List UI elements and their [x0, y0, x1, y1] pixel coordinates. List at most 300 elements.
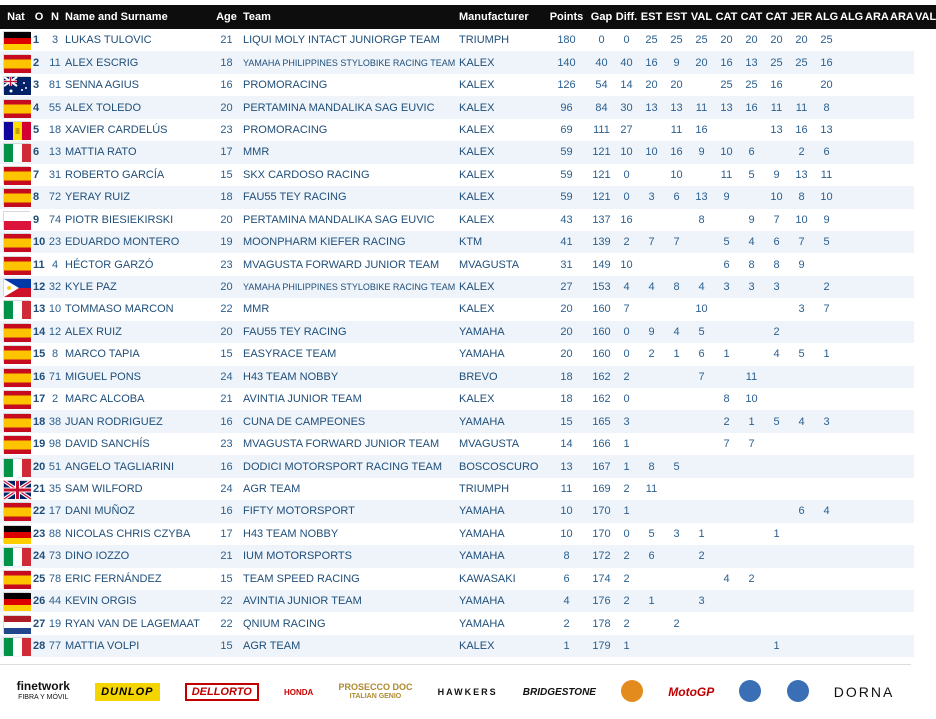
- team-cell: MMR: [242, 141, 458, 163]
- race-points-cell: [864, 455, 889, 477]
- race-points-cell: [714, 523, 739, 545]
- rider-name-link[interactable]: KYLE PAZ: [64, 276, 211, 298]
- race-points-cell: [889, 410, 914, 432]
- race-points-cell: [739, 478, 764, 500]
- table-row[interactable]: [0, 590, 936, 612]
- team-cell: EASYRACE TEAM: [242, 343, 458, 365]
- table-row[interactable]: [0, 209, 936, 231]
- column-header-cat-13[interactable]: CAT: [714, 5, 739, 29]
- table-row[interactable]: [0, 523, 936, 545]
- rider-name-link[interactable]: SAM WILFORD: [64, 478, 211, 500]
- column-header-jer-16[interactable]: JER: [789, 5, 814, 29]
- flag-cell: [0, 253, 32, 275]
- race-points-cell: 6: [714, 253, 739, 275]
- column-header-points-7[interactable]: Points: [544, 5, 589, 29]
- position-cell: 22: [32, 500, 46, 522]
- rider-name-link[interactable]: XAVIER CARDELÚS: [64, 119, 211, 141]
- manufacturer-cell: KTM: [458, 231, 544, 253]
- flag-spain-icon: [3, 345, 30, 363]
- race-points-cell: [664, 545, 689, 567]
- team-cell: AVINTIA JUNIOR TEAM: [242, 388, 458, 410]
- diff-cell: 0: [614, 321, 639, 343]
- race-points-cell: [764, 478, 789, 500]
- race-points-cell: [814, 366, 839, 388]
- diff-cell: 16: [614, 209, 639, 231]
- dorna-logo[interactable]: [834, 684, 895, 700]
- manufacturer-cell: KALEX: [458, 74, 544, 96]
- rider-name-link[interactable]: DAVID SANCHÍS: [64, 433, 211, 455]
- race-points-cell: [839, 545, 864, 567]
- column-header-val-12[interactable]: VAL: [689, 5, 714, 29]
- diff-cell: 4: [614, 276, 639, 298]
- column-header-val-21[interactable]: VAL: [914, 5, 936, 29]
- table-row[interactable]: [0, 366, 936, 388]
- table-row[interactable]: [0, 433, 936, 455]
- flag-cell: [0, 545, 32, 567]
- table-row[interactable]: [0, 164, 936, 186]
- table-row[interactable]: [0, 388, 936, 410]
- manufacturer-cell: KALEX: [458, 635, 544, 657]
- flag-cell: [0, 388, 32, 410]
- column-header-est-10[interactable]: EST: [639, 5, 664, 29]
- table-row[interactable]: [0, 96, 936, 118]
- race-points-cell: 16: [689, 119, 714, 141]
- race-points-cell: [814, 545, 839, 567]
- rider-name-link[interactable]: NICOLAS CHRIS CZYBA: [64, 523, 211, 545]
- table-row[interactable]: [0, 635, 936, 657]
- manufacturer-cell: KALEX: [458, 119, 544, 141]
- rider-number-cell: 18: [46, 119, 64, 141]
- age-cell: 23: [211, 253, 242, 275]
- rider-number-cell: 2: [46, 388, 64, 410]
- column-header-est-11[interactable]: EST: [664, 5, 689, 29]
- manufacturer-cell: BREVO: [458, 366, 544, 388]
- race-points-cell: [689, 253, 714, 275]
- diff-cell: 10: [614, 253, 639, 275]
- table-row[interactable]: [0, 321, 936, 343]
- points-cell: 14: [544, 433, 589, 455]
- rider-name-link[interactable]: ANGELO TAGLIARINI: [64, 455, 211, 477]
- dunlop-logo[interactable]: [95, 683, 159, 701]
- race-points-cell: [689, 612, 714, 634]
- table-row[interactable]: [0, 276, 936, 298]
- table-row[interactable]: [0, 343, 936, 365]
- race-points-cell: [714, 635, 739, 657]
- race-points-cell: 3: [714, 276, 739, 298]
- race-points-cell: [664, 478, 689, 500]
- age-cell: 21: [211, 545, 242, 567]
- race-points-cell: [864, 590, 889, 612]
- race-points-cell: 4: [764, 343, 789, 365]
- race-points-cell: 13: [739, 51, 764, 73]
- race-points-cell: 4: [814, 500, 839, 522]
- race-points-cell: 10: [639, 141, 664, 163]
- diff-cell: 0: [614, 523, 639, 545]
- race-points-cell: [864, 253, 889, 275]
- manufacturer-cell: YAMAHA: [458, 523, 544, 545]
- race-points-cell: [889, 433, 914, 455]
- race-points-cell: [814, 523, 839, 545]
- position-cell: 9: [32, 209, 46, 231]
- race-points-cell: [664, 500, 689, 522]
- rider-name-link[interactable]: LUKAS TULOVIC: [64, 29, 211, 51]
- flag-cell: [0, 612, 32, 634]
- diff-cell: 3: [614, 410, 639, 432]
- race-points-cell: 5: [814, 231, 839, 253]
- column-header-ara-19[interactable]: ARA: [864, 5, 889, 29]
- manufacturer-cell: YAMAHA: [458, 500, 544, 522]
- flag-spain-icon: [3, 256, 30, 274]
- race-points-cell: 8: [789, 186, 814, 208]
- rider-number-cell: 12: [46, 321, 64, 343]
- race-points-cell: 20: [764, 29, 789, 51]
- race-points-cell: [889, 545, 914, 567]
- gap-cell: 176: [589, 590, 614, 612]
- race-points-cell: 3: [739, 276, 764, 298]
- race-points-cell: [639, 164, 664, 186]
- race-points-cell: 10: [714, 141, 739, 163]
- race-points-cell: [739, 186, 764, 208]
- rider-name-link[interactable]: JUAN RODRIGUEZ: [64, 410, 211, 432]
- column-header-nat-0[interactable]: Nat: [0, 5, 32, 29]
- position-cell: 2: [32, 51, 46, 73]
- column-header-n-2[interactable]: N: [46, 5, 64, 29]
- circle1-logo[interactable]: [621, 680, 643, 705]
- race-points-cell: 1: [714, 343, 739, 365]
- sponsor-bar: [0, 664, 911, 719]
- rider-name-link[interactable]: ERIC FERNÁNDEZ: [64, 568, 211, 590]
- race-points-cell: [814, 612, 839, 634]
- race-points-cell: [764, 500, 789, 522]
- column-header-gap-8[interactable]: Gap: [589, 5, 614, 29]
- race-points-cell: [764, 298, 789, 320]
- race-points-cell: 1: [664, 343, 689, 365]
- flag-germany-icon: [3, 592, 30, 610]
- table-body: [0, 29, 936, 657]
- race-points-cell: [739, 343, 764, 365]
- age-cell: 24: [211, 478, 242, 500]
- race-points-cell: [864, 298, 889, 320]
- age-cell: 23: [211, 433, 242, 455]
- race-points-cell: [664, 635, 689, 657]
- race-points-cell: [839, 119, 864, 141]
- team-cell: H43 TEAM NOBBY: [242, 366, 458, 388]
- position-cell: 13: [32, 298, 46, 320]
- column-header-manufacturer-6[interactable]: Manufacturer: [458, 5, 544, 29]
- diff-cell: 2: [614, 590, 639, 612]
- race-points-cell: 10: [764, 186, 789, 208]
- race-points-cell: [814, 478, 839, 500]
- table-header-row: [0, 5, 936, 29]
- motogp-logo[interactable]: [668, 685, 714, 699]
- column-header-diff-9[interactable]: Diff.: [614, 5, 639, 29]
- race-points-cell: [864, 568, 889, 590]
- column-header-alg-17[interactable]: ALG: [814, 5, 839, 29]
- column-header-cat-15[interactable]: CAT: [764, 5, 789, 29]
- table-row[interactable]: [0, 29, 936, 51]
- race-points-cell: [839, 276, 864, 298]
- race-points-cell: [689, 478, 714, 500]
- column-header-name-and-surname-3[interactable]: Name and Surname: [64, 5, 211, 29]
- race-points-cell: [664, 568, 689, 590]
- race-points-cell: 7: [814, 298, 839, 320]
- position-cell: 18: [32, 410, 46, 432]
- diff-cell: 10: [614, 141, 639, 163]
- team-cell: QNIUM RACING: [242, 612, 458, 634]
- position-cell: 10: [32, 231, 46, 253]
- race-points-cell: 25: [714, 74, 739, 96]
- gap-cell: 137: [589, 209, 614, 231]
- table-row[interactable]: [0, 231, 936, 253]
- rider-name-link[interactable]: TOMMASO MARCON: [64, 298, 211, 320]
- hawkers-logo[interactable]: [438, 687, 498, 697]
- race-points-cell: [814, 455, 839, 477]
- rider-name-link[interactable]: ALEX ESCRIG: [64, 51, 211, 73]
- rider-name-link[interactable]: ALEX RUIZ: [64, 321, 211, 343]
- dorna-logo-text: DORNA: [833, 684, 895, 700]
- diff-cell: 7: [614, 298, 639, 320]
- circle3-badge-icon: [787, 680, 809, 702]
- gap-cell: 167: [589, 455, 614, 477]
- race-points-cell: [889, 231, 914, 253]
- race-points-cell: 6: [664, 186, 689, 208]
- circle2-logo[interactable]: [739, 680, 761, 705]
- table-row[interactable]: [0, 298, 936, 320]
- rider-number-cell: 17: [46, 500, 64, 522]
- manufacturer-cell: YAMAHA: [458, 545, 544, 567]
- team-cell: PROMORACING: [242, 74, 458, 96]
- age-cell: 16: [211, 410, 242, 432]
- column-header-team-5[interactable]: Team: [242, 5, 458, 29]
- rider-number-cell: 73: [46, 545, 64, 567]
- gap-cell: 172: [589, 545, 614, 567]
- race-points-cell: 2: [789, 141, 814, 163]
- race-points-cell: [889, 590, 914, 612]
- race-points-cell: [839, 186, 864, 208]
- column-header-o-1[interactable]: O: [32, 5, 46, 29]
- race-points-cell: [714, 612, 739, 634]
- flag-cell: [0, 455, 32, 477]
- dunlop-logo-text: DUNLOP: [101, 686, 154, 698]
- race-points-cell: 8: [689, 209, 714, 231]
- race-points-cell: [639, 433, 664, 455]
- gap-cell: 153: [589, 276, 614, 298]
- table-row[interactable]: [0, 141, 936, 163]
- race-points-cell: [864, 433, 889, 455]
- position-cell: 3: [32, 74, 46, 96]
- rider-name-link[interactable]: MARC ALCOBA: [64, 388, 211, 410]
- table-row[interactable]: [0, 500, 936, 522]
- team-cell: AVINTIA JUNIOR TEAM: [242, 590, 458, 612]
- race-points-cell: [714, 478, 739, 500]
- manufacturer-cell: KALEX: [458, 276, 544, 298]
- honda-logo[interactable]: [284, 688, 313, 697]
- flag-andorra-icon: [3, 121, 30, 139]
- race-points-cell: [664, 590, 689, 612]
- gap-cell: 169: [589, 478, 614, 500]
- team-cell: MMR: [242, 298, 458, 320]
- dellorto-logo[interactable]: [185, 683, 259, 701]
- race-points-cell: [789, 478, 814, 500]
- column-header-ara-20[interactable]: ARA: [889, 5, 914, 29]
- flag-cell: [0, 298, 32, 320]
- rider-name-link[interactable]: MIGUEL PONS: [64, 366, 211, 388]
- team-cell: FAU55 TEY RACING: [242, 321, 458, 343]
- points-cell: 10: [544, 523, 589, 545]
- race-points-cell: [839, 29, 864, 51]
- prosecco-logo[interactable]: [338, 682, 412, 702]
- rider-number-cell: 44: [46, 590, 64, 612]
- flag-cell: [0, 29, 32, 51]
- race-points-cell: [889, 500, 914, 522]
- rider-name-link[interactable]: KEVIN ORGIS: [64, 590, 211, 612]
- race-points-cell: 2: [639, 343, 664, 365]
- race-points-cell: 13: [664, 96, 689, 118]
- gap-cell: 139: [589, 231, 614, 253]
- race-points-cell: 20: [689, 51, 714, 73]
- race-points-cell: 4: [739, 231, 764, 253]
- race-points-cell: [839, 635, 864, 657]
- rider-name-link[interactable]: EDUARDO MONTERO: [64, 231, 211, 253]
- flag-cell: [0, 209, 32, 231]
- race-points-cell: [689, 500, 714, 522]
- table-row[interactable]: [0, 612, 936, 634]
- race-points-cell: 25: [764, 51, 789, 73]
- table-row[interactable]: [0, 186, 936, 208]
- race-points-cell: [764, 590, 789, 612]
- table-row[interactable]: [0, 74, 936, 96]
- table-row[interactable]: [0, 119, 936, 141]
- table-row[interactable]: [0, 253, 936, 275]
- race-points-cell: [789, 74, 814, 96]
- gap-cell: 40: [589, 51, 614, 73]
- rider-name-link[interactable]: RYAN VAN DE LAGEMAAT: [64, 612, 211, 634]
- race-points-cell: [739, 523, 764, 545]
- rider-name-link[interactable]: HÉCTOR GARZÓ: [64, 253, 211, 275]
- race-points-cell: 5: [764, 410, 789, 432]
- rider-name-link[interactable]: DANI MUÑOZ: [64, 500, 211, 522]
- rider-name-link[interactable]: YERAY RUIZ: [64, 186, 211, 208]
- rider-name-link[interactable]: ALEX TOLEDO: [64, 96, 211, 118]
- flag-germany-icon: [3, 525, 30, 543]
- table-row[interactable]: [0, 478, 936, 500]
- column-header-age-4[interactable]: Age: [211, 5, 242, 29]
- race-points-cell: 4: [789, 410, 814, 432]
- race-points-cell: [889, 276, 914, 298]
- diff-cell: 0: [614, 186, 639, 208]
- race-points-cell: [714, 298, 739, 320]
- race-points-cell: 7: [664, 231, 689, 253]
- age-cell: 22: [211, 298, 242, 320]
- race-points-cell: [839, 164, 864, 186]
- gap-cell: 160: [589, 321, 614, 343]
- finetwork-logo[interactable]: [17, 681, 70, 703]
- age-cell: 24: [211, 366, 242, 388]
- race-points-cell: [889, 478, 914, 500]
- points-cell: 126: [544, 74, 589, 96]
- rider-name-link[interactable]: MARCO TAPIA: [64, 343, 211, 365]
- circle2-badge-icon: [739, 680, 761, 702]
- diff-cell: 0: [614, 164, 639, 186]
- race-points-cell: [764, 455, 789, 477]
- rider-name-link[interactable]: DINO IOZZO: [64, 545, 211, 567]
- race-points-cell: [714, 545, 739, 567]
- race-points-cell: [739, 455, 764, 477]
- rider-name-link[interactable]: PIOTR BIESIEKIRSKI: [64, 209, 211, 231]
- manufacturer-cell: KALEX: [458, 298, 544, 320]
- race-points-cell: 11: [714, 164, 739, 186]
- race-points-cell: [764, 545, 789, 567]
- race-points-cell: 7: [764, 209, 789, 231]
- race-points-cell: 7: [639, 231, 664, 253]
- race-points-cell: 5: [639, 523, 664, 545]
- points-cell: 69: [544, 119, 589, 141]
- table-row[interactable]: [0, 545, 936, 567]
- gap-cell: 160: [589, 343, 614, 365]
- table-row[interactable]: [0, 568, 936, 590]
- flag-cell: [0, 478, 32, 500]
- race-points-cell: [714, 321, 739, 343]
- race-points-cell: [864, 96, 889, 118]
- rider-name-link[interactable]: SENNA AGIUS: [64, 74, 211, 96]
- race-points-cell: [789, 388, 814, 410]
- race-points-cell: 11: [639, 478, 664, 500]
- circle3-logo[interactable]: [787, 680, 809, 705]
- column-header-cat-14[interactable]: CAT: [739, 5, 764, 29]
- race-points-cell: [889, 343, 914, 365]
- points-cell: 18: [544, 388, 589, 410]
- bridgestone-logo[interactable]: [523, 687, 596, 698]
- race-points-cell: [889, 568, 914, 590]
- race-points-cell: [889, 321, 914, 343]
- race-points-cell: [839, 74, 864, 96]
- rider-number-cell: 88: [46, 523, 64, 545]
- gap-cell: 54: [589, 74, 614, 96]
- race-points-cell: [864, 612, 889, 634]
- race-points-cell: 9: [689, 141, 714, 163]
- flag-cell: [0, 96, 32, 118]
- race-points-cell: [889, 635, 914, 657]
- race-points-cell: [689, 388, 714, 410]
- flag-cell: [0, 231, 32, 253]
- team-cell: SKX CARDOSO RACING: [242, 164, 458, 186]
- column-header-alg-18[interactable]: ALG: [839, 5, 864, 29]
- flag-cell: [0, 74, 32, 96]
- age-cell: 15: [211, 343, 242, 365]
- gap-cell: 178: [589, 612, 614, 634]
- race-points-cell: [764, 612, 789, 634]
- age-cell: 18: [211, 186, 242, 208]
- table-row[interactable]: [0, 455, 936, 477]
- race-points-cell: 9: [714, 186, 739, 208]
- race-points-cell: 1: [814, 343, 839, 365]
- team-cell: FAU55 TEY RACING: [242, 186, 458, 208]
- position-cell: 7: [32, 164, 46, 186]
- rider-name-link[interactable]: MATTIA VOLPI: [64, 635, 211, 657]
- flag-italy-icon: [3, 547, 30, 565]
- rider-number-cell: 4: [46, 253, 64, 275]
- flag-cell: [0, 410, 32, 432]
- gap-cell: 162: [589, 366, 614, 388]
- rider-name-link[interactable]: MATTIA RATO: [64, 141, 211, 163]
- team-cell: MVAGUSTA FORWARD JUNIOR TEAM: [242, 253, 458, 275]
- race-points-cell: [639, 500, 664, 522]
- race-points-cell: [639, 253, 664, 275]
- diff-cell: 0: [614, 29, 639, 51]
- table-row[interactable]: [0, 51, 936, 73]
- table-row[interactable]: [0, 410, 936, 432]
- rider-name-link[interactable]: ROBERTO GARCÍA: [64, 164, 211, 186]
